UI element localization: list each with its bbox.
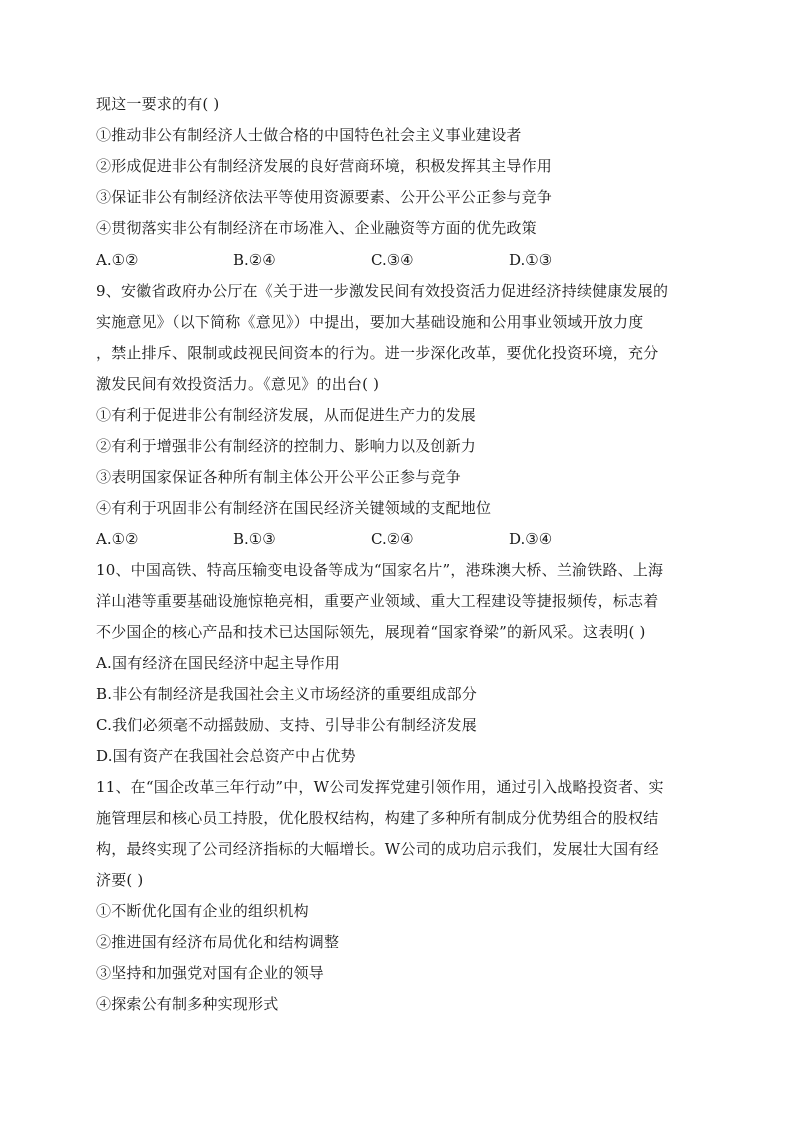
q11-stem-line-1: 11、在“国企改革三年行动”中，W公司发挥党建引领作用，通过引入战略投资者、实 (96, 778, 664, 796)
q8-statement-4: ④贯彻落实非公有制经济在市场准入、企业融资等方面的优先政策 (96, 219, 537, 237)
q11-statement-1: ①不断优化国有企业的组织机构 (96, 902, 309, 920)
q9-choice-c: C.②④ (371, 530, 414, 548)
q9-stem-line-3: ，禁止排斥、限制或歧视民间资本的行为。进一步深化改革，要优化投资环境，充分 (96, 344, 659, 362)
q9-choice-a: A.①② (96, 530, 139, 548)
q11-statement-2: ②推进国有经济布局优化和结构调整 (96, 933, 340, 951)
q8-choice-a: A.①② (96, 251, 139, 269)
q8-stem-tail: 现这一要求的有( ) (96, 95, 220, 113)
q11-statement-4: ④探索公有制多种实现形式 (96, 995, 279, 1013)
q11-statement-3: ③坚持和加强党对国有企业的领导 (96, 964, 325, 982)
q9-choice-b: B.①③ (233, 530, 276, 548)
q9-stem-line-2: 实施意见》（以下简称《意见》）中提出，要加大基础设施和公用事业领域开放力度 (96, 313, 644, 331)
q11-stem-line-2: 施管理层和核心员工持股，优化股权结构，构建了多种所有制成分优势组合的股权结 (96, 809, 659, 827)
q10-stem-line-2: 洋山港等重要基础设施惊艳亮相，重要产业领域、重大工程建设等捷报频传，标志着 (96, 592, 659, 610)
q8-statement-2: ②形成促进非公有制经济发展的良好营商环境，积极发挥其主导作用 (96, 157, 553, 175)
q9-statement-4: ④有利于巩固非公有制经济在国民经济关键领域的支配地位 (96, 499, 492, 517)
q9-statement-1: ①有利于促进非公有制经济发展，从而促进生产力的发展 (96, 406, 477, 424)
q11-stem-line-3: 构，最终实现了公司经济指标的大幅增长。W公司的成功启示我们，发展壮大国有经 (96, 840, 659, 858)
q9-choice-d: D.③④ (509, 530, 553, 548)
q9-statement-3: ③表明国家保证各种所有制主体公开公平公正参与竞争 (96, 468, 461, 486)
q10-option-c: C.我们必须毫不动摇鼓励、支持、引导非公有制经济发展 (96, 716, 477, 734)
q8-choice-d: D.①③ (509, 251, 553, 269)
q10-stem-line-1: 10、中国高铁、特高压输变电设备等成为“国家名片”，港珠澳大桥、兰渝铁路、上海 (96, 561, 664, 579)
q8-statement-3: ③保证非公有制经济依法平等使用资源要素、公开公平公正参与竞争 (96, 188, 553, 206)
q9-stem-line-4: 激发民间有效投资活力。《意见》的出台( ) (96, 375, 380, 393)
q10-stem-line-3: 不少国企的核心产品和技术已达国际领先，展现着“国家脊梁”的新风采。这表明( ) (96, 623, 646, 641)
q11-stem-line-4: 济要( ) (96, 871, 144, 889)
q10-option-d: D.国有资产在我国社会总资产中占优势 (96, 747, 356, 765)
q10-option-b: B.非公有制经济是我国社会主义市场经济的重要组成部分 (96, 685, 477, 703)
q10-option-a: A.国有经济在国民经济中起主导作用 (96, 654, 341, 672)
q9-stem-line-1: 9、安徽省政府办公厅在《关于进一步激发民间有效投资活力促进经济持续健康发展的 (96, 282, 669, 300)
q8-statement-1: ①推动非公有制经济人士做合格的中国特色社会主义事业建设者 (96, 126, 522, 144)
q9-statement-2: ②有利于增强非公有制经济的控制力、影响力以及创新力 (96, 437, 477, 455)
q8-choice-b: B.②④ (233, 251, 276, 269)
q8-choice-c: C.③④ (371, 251, 414, 269)
